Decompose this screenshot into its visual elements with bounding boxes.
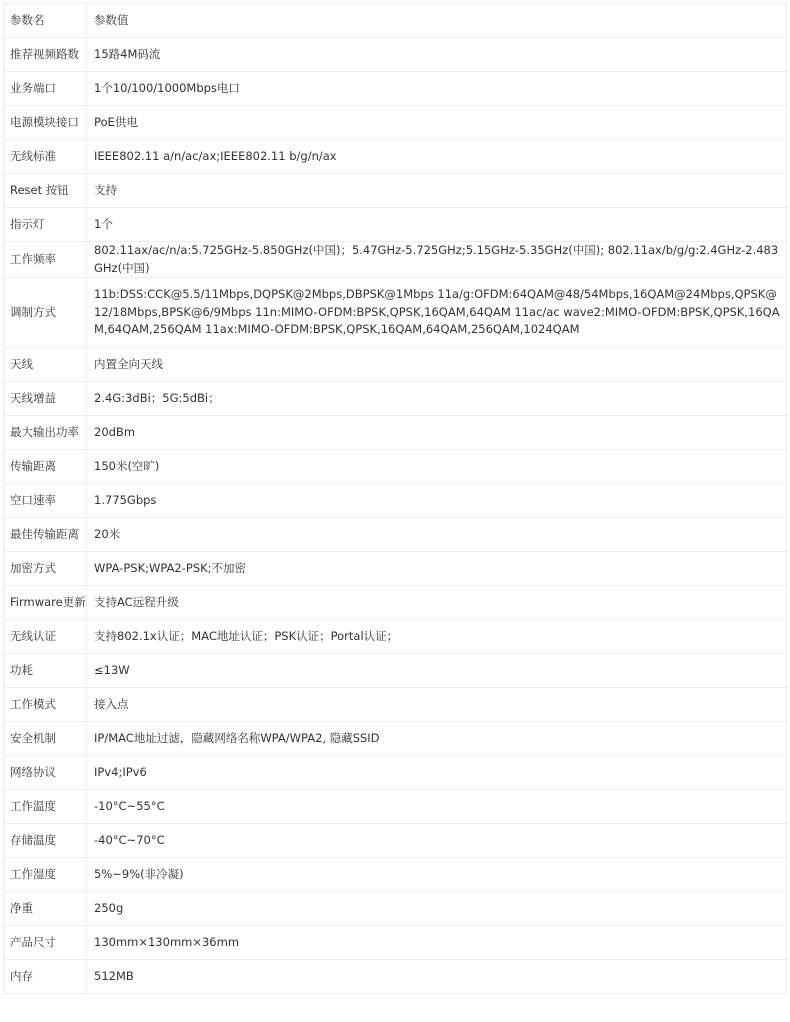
param-value: 20米 (87, 518, 787, 552)
param-name: Reset 按钮 (4, 174, 87, 208)
param-value: 支持802.1x认证；MAC地址认证；PSK认证；Portal认证； (87, 620, 787, 654)
param-name: 天线 (4, 348, 87, 382)
table-row (4, 450, 787, 484)
param-name: 工作温度 (4, 790, 87, 824)
param-value: 支持 (87, 174, 787, 208)
param-name: 推荐视频路数 (4, 38, 87, 72)
param-value: 802.11ax/ac/n/a:5.725GHz-5.850GHz(中国)；5.47GHz-5.725GHz;5.15GHz-5.35GHz(中国); 802.11ax/b/g/g:2.4GHz-2.483GHz(中国) (87, 242, 787, 278)
param-name: 空口速率 (4, 484, 87, 518)
header-param-name: 参数名 (4, 4, 87, 38)
param-value: 1个10/100/1000Mbps电口 (87, 72, 787, 106)
param-name: 传输距离 (4, 450, 87, 484)
param-value: PoE供电 (87, 106, 787, 140)
table-row (4, 242, 787, 278)
param-value: 2.4G:3dBi；5G:5dBi； (87, 382, 787, 416)
param-value: IPv4;IPv6 (87, 756, 787, 790)
param-name: 天线增益 (4, 382, 87, 416)
param-name: 电源模块接口 (4, 106, 87, 140)
table-row (4, 824, 787, 858)
param-value: 支持AC远程升级 (87, 586, 787, 620)
table-row (4, 586, 787, 620)
param-value: WPA-PSK;WPA2-PSK;不加密 (87, 552, 787, 586)
table-row (4, 208, 787, 242)
table-row (4, 926, 787, 960)
param-value: IP/MAC地址过滤，隐藏网络名称WPA/WPA2, 隐藏SSID (87, 722, 787, 756)
header-param-value: 参数值 (87, 4, 787, 38)
table-row (4, 756, 787, 790)
table-header-row (4, 4, 787, 38)
table-row (4, 278, 787, 348)
table-row (4, 892, 787, 926)
param-name: 工作湿度 (4, 858, 87, 892)
table-row (4, 722, 787, 756)
param-name: 最大输出功率 (4, 416, 87, 450)
param-value: 15路4M码流 (87, 38, 787, 72)
table-row (4, 620, 787, 654)
param-name: 安全机制 (4, 722, 87, 756)
table-row (4, 174, 787, 208)
param-name: 工作模式 (4, 688, 87, 722)
table-row (4, 140, 787, 174)
table-row (4, 382, 787, 416)
param-value: 250g (87, 892, 787, 926)
table-row (4, 348, 787, 382)
table-row (4, 106, 787, 140)
param-name: 加密方式 (4, 552, 87, 586)
param-name: 内存 (4, 960, 87, 994)
table-row (4, 72, 787, 106)
param-value: ≤13W (87, 654, 787, 688)
param-name: 存储温度 (4, 824, 87, 858)
param-name: 业务端口 (4, 72, 87, 106)
param-name: 调制方式 (4, 278, 87, 348)
param-name: 无线标准 (4, 140, 87, 174)
table-row (4, 688, 787, 722)
param-name: 指示灯 (4, 208, 87, 242)
param-value: 130mm×130mm×36mm (87, 926, 787, 960)
param-name: 工作频率 (4, 242, 87, 278)
param-value: 内置全向天线 (87, 348, 787, 382)
table-row (4, 518, 787, 552)
param-value: 20dBm (87, 416, 787, 450)
param-value: 5%~9%(非冷凝) (87, 858, 787, 892)
param-value: 1个 (87, 208, 787, 242)
param-name: Firmware更新 (4, 586, 87, 620)
param-value: -40°C~70°C (87, 824, 787, 858)
table-row (4, 790, 787, 824)
table-row (4, 484, 787, 518)
param-name: 功耗 (4, 654, 87, 688)
param-name: 产品尺寸 (4, 926, 87, 960)
param-name: 网络协议 (4, 756, 87, 790)
param-name: 最佳传输距离 (4, 518, 87, 552)
table-row (4, 416, 787, 450)
param-value: -10°C~55°C (87, 790, 787, 824)
spec-table-body (4, 4, 787, 994)
param-value: IEEE802.11 a/n/ac/ax;IEEE802.11 b/g/n/ax (87, 140, 787, 174)
param-value: 150米(空旷) (87, 450, 787, 484)
table-row (4, 38, 787, 72)
table-row (4, 960, 787, 994)
param-value: 512MB (87, 960, 787, 994)
table-row (4, 858, 787, 892)
param-name: 净重 (4, 892, 87, 926)
param-name: 无线认证 (4, 620, 87, 654)
spec-table (3, 3, 787, 994)
param-value: 11b:DSS:CCK@5.5/11Mbps,DQPSK@2Mbps,DBPSK@1Mbps 11a/g:OFDM:64QAM@48/54Mbps,16QAM@24Mbps,QPSK@12/18Mbps,BPSK@6/9Mbps 11n:MIMO-OFDM:BPSK,QPSK,16QAM,64QAM 11ac/ac wave2:MIMO-OFDM:BPSK,QPSK,16QAM,64QAM,256QAM 11ax:MIMO-OFDM:BPSK,QPSK,16QAM,64QAM,256QAM,1024QAM (87, 278, 787, 348)
param-value: 接入点 (87, 688, 787, 722)
param-value: 1.775Gbps (87, 484, 787, 518)
table-row (4, 552, 787, 586)
table-row (4, 654, 787, 688)
